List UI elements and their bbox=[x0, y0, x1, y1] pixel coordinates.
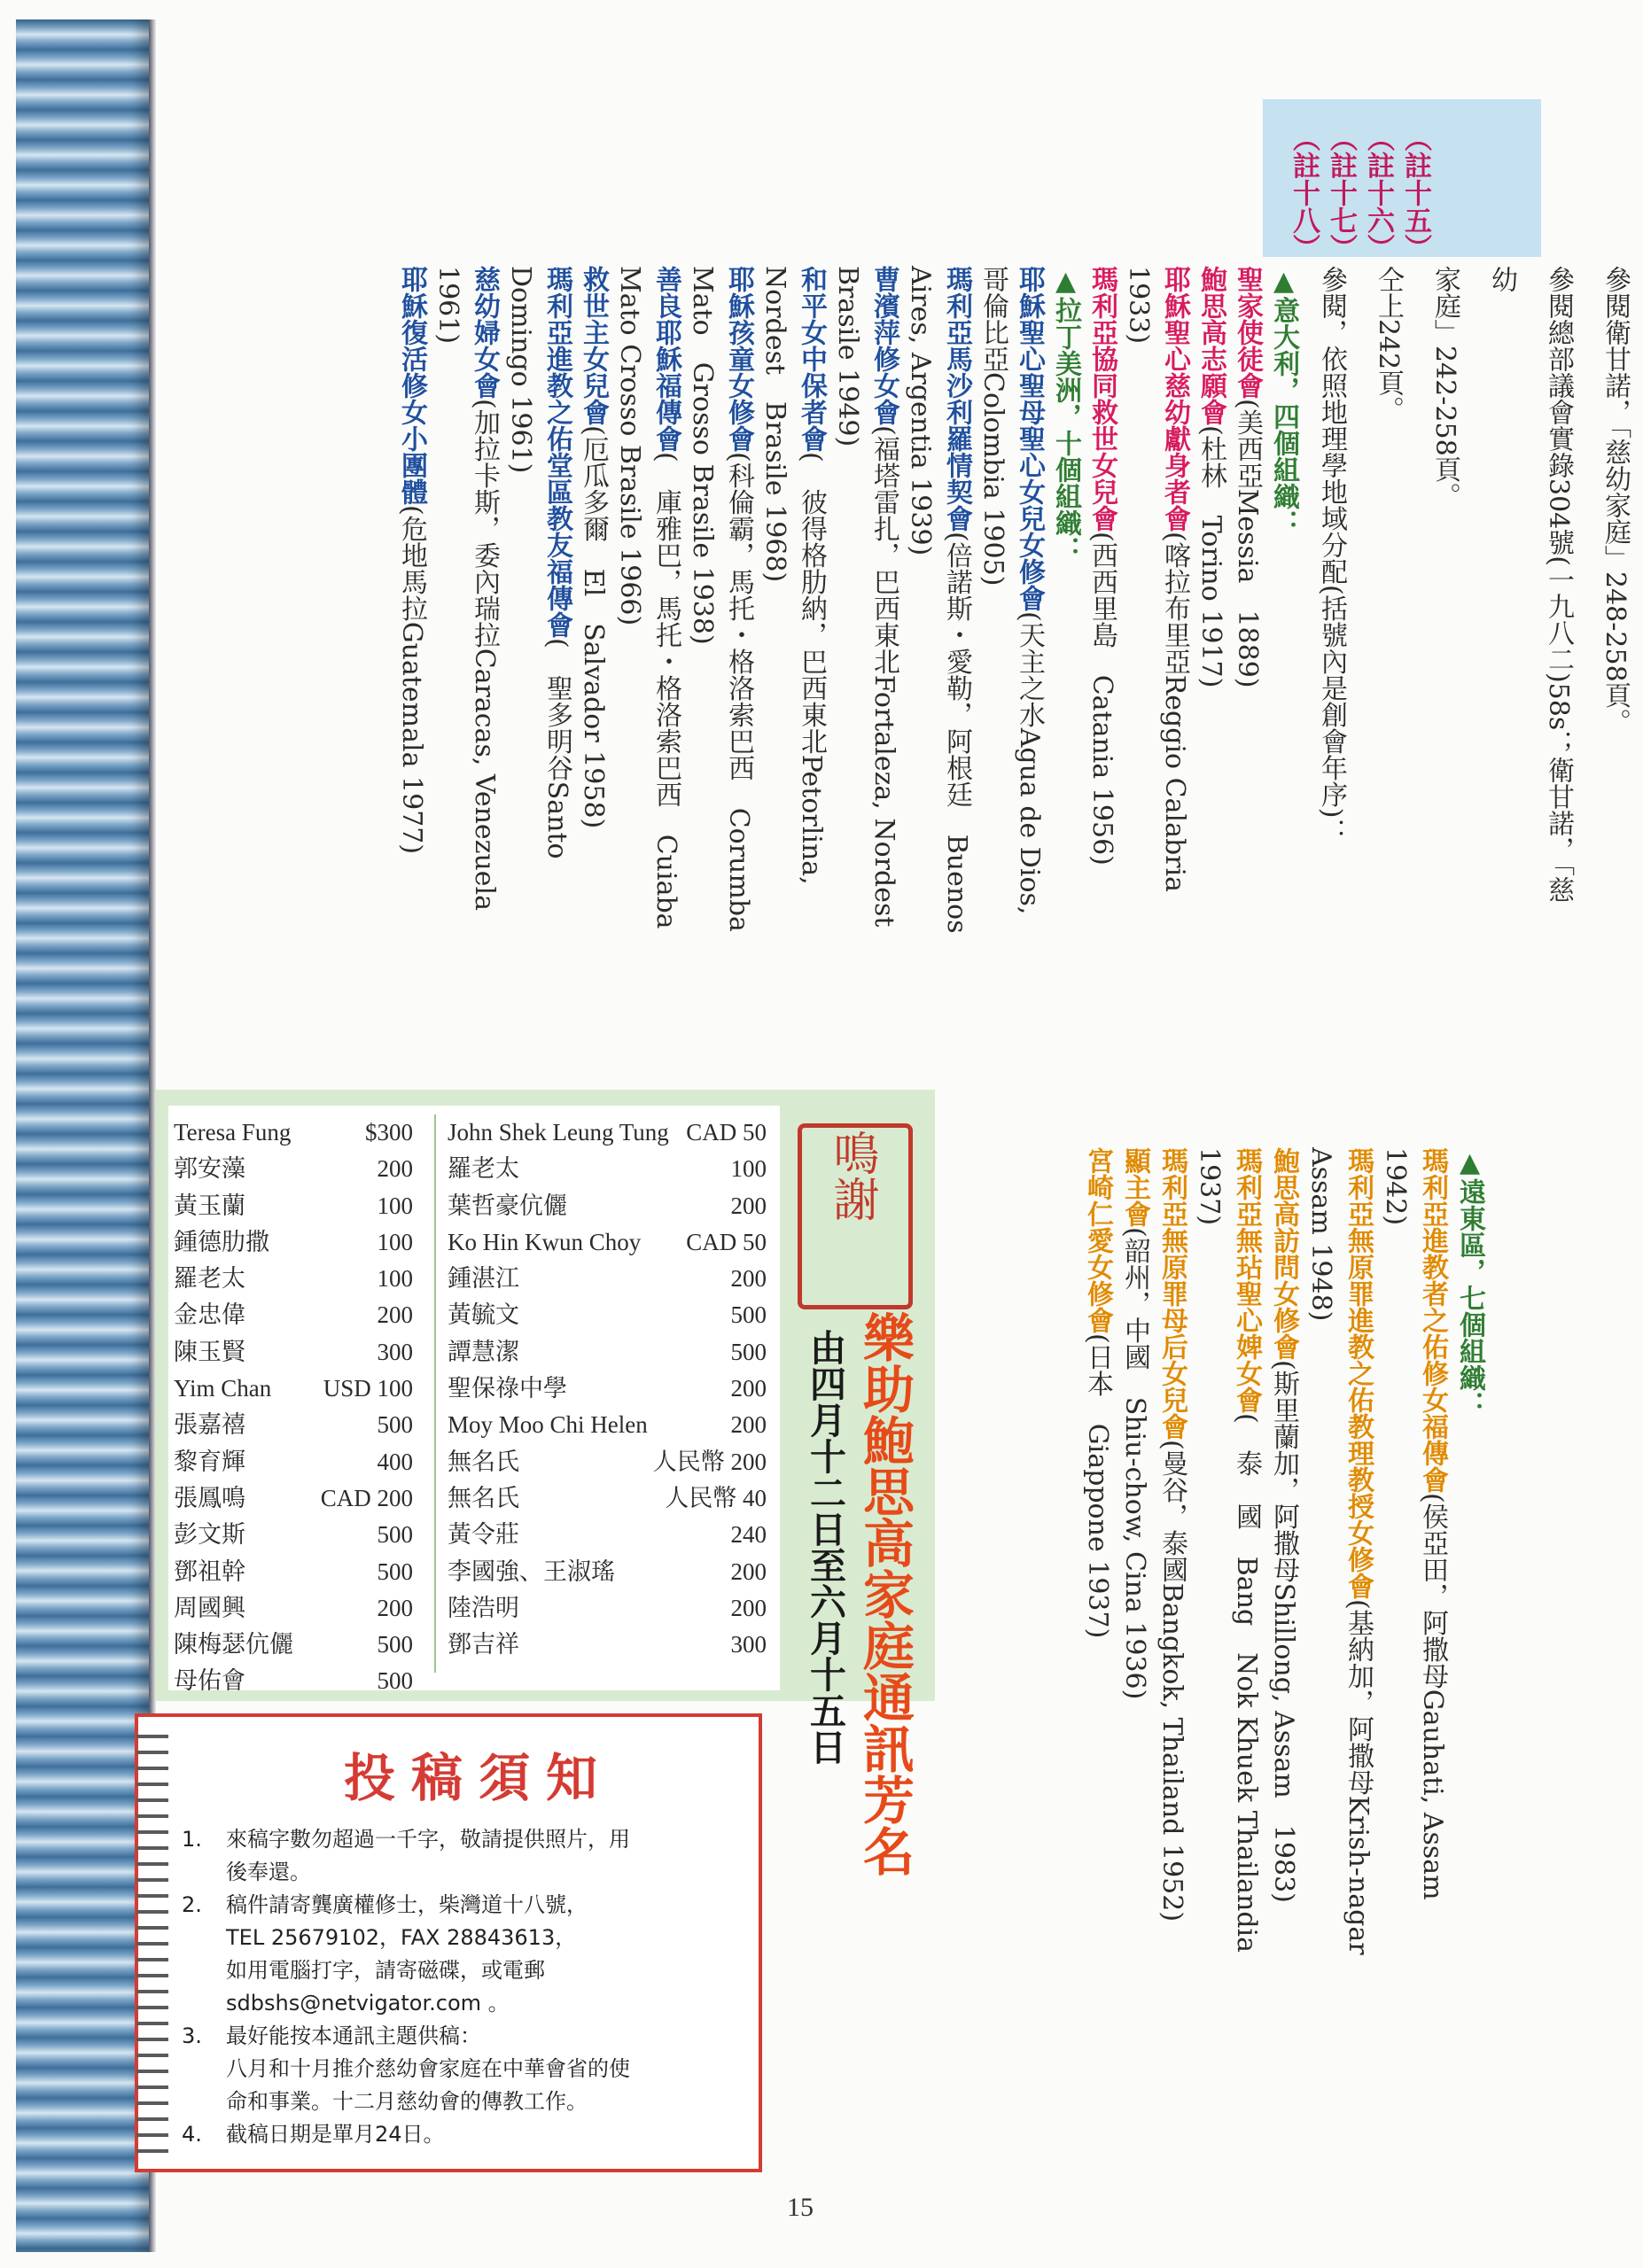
donor-list-right bbox=[448, 1115, 767, 1663]
donor-row bbox=[174, 1261, 413, 1297]
donor-name: Moy Moo Chi Helen bbox=[448, 1411, 648, 1439]
list-item: 顯主會(韶州，中國 Shiu-chow, Cina 1936) bbox=[1119, 1147, 1150, 1700]
donor-title: 樂助鮑思高家庭通訊芳名 bbox=[854, 1311, 915, 1876]
list-item-cont: 1961) bbox=[432, 266, 463, 345]
donor-amount: 100 bbox=[730, 1155, 767, 1183]
donor-amount: 240 bbox=[730, 1521, 767, 1549]
donor-amount: 人民幣 40 bbox=[665, 1484, 767, 1511]
submission-title: 投稿須知 bbox=[343, 1748, 613, 1808]
donor-amount: 300 bbox=[730, 1631, 767, 1658]
notes-labels bbox=[1285, 124, 1434, 261]
list-item-cont: 哥倫比亞Colombia 1905) bbox=[977, 266, 1008, 586]
submission-line: 稿件請寄龔廣權修士，柴灣道十八號， bbox=[226, 1892, 588, 1917]
donor-name: 譚慧潔 bbox=[448, 1338, 519, 1365]
submission-item-text bbox=[226, 2118, 445, 2151]
donor-row bbox=[448, 1151, 767, 1187]
donor-amount: 200 bbox=[730, 1594, 767, 1621]
donor-row bbox=[174, 1627, 413, 1663]
donor-name: 鄧吉祥 bbox=[448, 1631, 519, 1658]
submission-list bbox=[182, 1823, 749, 2151]
submission-item-text bbox=[226, 2020, 630, 2118]
note-line: 參閱總部議會實錄304號(一九八二)58s；衛甘諾，「慈幼 bbox=[1486, 266, 1574, 904]
submission-line: 截稿日期是單月24日。 bbox=[226, 2122, 445, 2147]
donor-name: 鄧祖幹 bbox=[174, 1557, 245, 1585]
list-item: 和平女中保者會( 彼得格肋納，巴西東北Petorlina, bbox=[796, 266, 827, 885]
spiral-binding bbox=[136, 1728, 168, 2153]
donor-row bbox=[174, 1371, 413, 1407]
donor-name: 陳玉賢 bbox=[174, 1338, 245, 1365]
note-line: 家庭」242-258頁。 bbox=[1429, 266, 1460, 509]
donor-amount: 500 bbox=[377, 1631, 413, 1658]
note-line: 仝上242頁。 bbox=[1373, 266, 1404, 423]
donor-name: 黃毓文 bbox=[448, 1301, 519, 1329]
decorative-stripe bbox=[16, 19, 149, 2252]
donor-amount: 500 bbox=[377, 1557, 413, 1585]
donor-row bbox=[174, 1517, 413, 1553]
donor-amount: 300 bbox=[377, 1338, 413, 1365]
donor-amount: 100 bbox=[377, 1192, 413, 1219]
donor-amount: 200 bbox=[730, 1375, 767, 1402]
donor-amount: 200 bbox=[730, 1192, 767, 1219]
note-line: 參閱衛甘諾，「慈幼家庭」248-258頁。 bbox=[1600, 266, 1631, 735]
list-item: 耶穌孩童女修會(科倫霸，馬托・格洛索巴西 Corumba bbox=[723, 266, 754, 932]
donor-row bbox=[174, 1297, 413, 1333]
list-item: 善良耶穌福傳會( 庫雅巴，馬托・格洛索巴西 Cuiaba bbox=[650, 266, 681, 929]
submission-item bbox=[182, 2118, 749, 2151]
donor-amount: 500 bbox=[377, 1411, 413, 1439]
submission-item-number: 1. bbox=[182, 1827, 202, 1852]
list-item: 曹濱萍修女會(福塔雷扎，巴西東北Fortaleza, Nordest bbox=[868, 266, 899, 928]
donor-name: 鍾湛江 bbox=[448, 1265, 519, 1293]
donor-row bbox=[174, 1115, 413, 1151]
section-heading-latin: ▲拉丁美洲，十個組織： bbox=[1050, 266, 1081, 563]
donor-divider bbox=[434, 1115, 436, 1673]
list-item: 耶穌聖心聖母聖心女兒女修會(天主之水Agua de Dios, bbox=[1014, 266, 1045, 915]
donor-name: 母佑會 bbox=[174, 1667, 245, 1695]
list-item-cont: Domingo 1961) bbox=[505, 266, 536, 474]
donor-row bbox=[448, 1554, 767, 1590]
page-number: 15 bbox=[787, 2193, 814, 2222]
submission-item-text bbox=[226, 1823, 630, 1889]
donor-amount: 100 bbox=[377, 1228, 413, 1255]
donor-amount: 500 bbox=[377, 1521, 413, 1549]
list-item: 耶穌復活修女小團體(危地馬拉Guatemala 1977) bbox=[396, 266, 427, 855]
donor-name: 黎育輝 bbox=[174, 1448, 245, 1475]
donor-name: 無名氏 bbox=[448, 1484, 519, 1511]
donor-amount: 500 bbox=[730, 1338, 767, 1365]
note-line: 參閱，依照地理學地域分配(括號內是創會年序)： bbox=[1316, 266, 1347, 845]
note-label: （註十六） bbox=[1362, 124, 1394, 261]
donor-amount: 100 bbox=[377, 1265, 413, 1293]
list-item: 耶穌聖心慈幼獻身者會(喀拉布里亞Reggio Calabria bbox=[1159, 266, 1190, 892]
donor-amount: 人民幣 200 bbox=[652, 1448, 767, 1475]
note-label: （註十八） bbox=[1288, 124, 1320, 261]
donor-name: 陸浩明 bbox=[448, 1594, 519, 1621]
submission-line: 八月和十月推介慈幼會家庭在中華會省的使 bbox=[226, 2056, 630, 2081]
list-item: 瑪利亞進教之佑堂區教友福傳會( 聖多明谷Santo bbox=[541, 266, 572, 859]
submission-line: 來稿字數勿超過一千字，敬請提供照片，用 bbox=[226, 1827, 630, 1852]
list-item-cont: Nordest Brasile 1968) bbox=[759, 266, 790, 583]
list-item: 瑪利亞協同救世女兒會(西西里島 Catania 1956) bbox=[1086, 266, 1117, 866]
donor-row bbox=[448, 1444, 767, 1480]
donor-row bbox=[174, 1224, 413, 1261]
donor-name: 周國興 bbox=[174, 1594, 245, 1621]
list-item: 慈幼婦女會(加拉卡斯，委內瑞拉Caracas, Venezuela bbox=[469, 266, 500, 912]
donor-amount: 200 bbox=[730, 1265, 767, 1293]
section-heading-fareast: ▲遠東區，七個組織： bbox=[1454, 1147, 1485, 1418]
donor-amount: 200 bbox=[730, 1411, 767, 1439]
donor-row bbox=[448, 1224, 767, 1261]
submission-line: TEL 25679102，FAX 28843613， bbox=[226, 1925, 577, 1950]
donor-name: Ko Hin Kwun Choy bbox=[448, 1228, 642, 1255]
list-item: 鮑思高訪問女修會(斯里蘭加，阿撒母Shillong, Assam 1983) bbox=[1268, 1147, 1299, 1903]
donor-name: 黃玉蘭 bbox=[174, 1192, 245, 1219]
donor-name: John Shek Leung Tung bbox=[448, 1119, 669, 1146]
submission-line: 後奉還。 bbox=[226, 1860, 311, 1884]
donor-amount: $300 bbox=[365, 1119, 413, 1146]
list-item-cont: 1937) bbox=[1194, 1147, 1225, 1226]
donor-name: 李國強、王淑瑤 bbox=[448, 1557, 615, 1585]
donor-name: Yim Chan bbox=[174, 1375, 272, 1402]
donor-row bbox=[448, 1480, 767, 1517]
donor-row bbox=[448, 1371, 767, 1407]
donor-amount: CAD 50 bbox=[686, 1119, 767, 1146]
donor-name: 葉哲豪伉儷 bbox=[448, 1192, 567, 1219]
donor-row bbox=[174, 1444, 413, 1480]
submission-line: 如用電腦打字，請寄磁碟，或電郵 bbox=[226, 1958, 545, 1983]
donor-amount: USD 100 bbox=[323, 1375, 413, 1402]
donor-row bbox=[448, 1517, 767, 1553]
seal-text: 鳴謝 bbox=[825, 1130, 878, 1222]
list-item: 鮑思高志願會(杜林 Torino 1917) bbox=[1195, 266, 1226, 688]
donor-row bbox=[174, 1663, 413, 1699]
submission-line: 最好能按本通訊主題供稿： bbox=[226, 2023, 481, 2048]
list-item: 瑪利亞無玷聖心婢女會( 泰 國 Bang Nok Khuek Thailandia bbox=[1231, 1147, 1262, 1953]
donor-amount: 400 bbox=[377, 1448, 413, 1475]
donor-row bbox=[174, 1334, 413, 1371]
donor-name: 陳梅瑟伉儷 bbox=[174, 1631, 293, 1658]
donor-name: 鍾德肋撒 bbox=[174, 1228, 269, 1255]
donor-row bbox=[448, 1627, 767, 1663]
donor-amount: CAD 50 bbox=[686, 1228, 767, 1255]
submission-item bbox=[182, 1823, 749, 1889]
list-item: 瑪利亞無原罪母后女兒會(曼谷，泰國Bangkok, Thailand 1952) bbox=[1156, 1147, 1187, 1922]
donor-row bbox=[174, 1188, 413, 1224]
donor-amount: 200 bbox=[377, 1155, 413, 1183]
note-label: （註十五） bbox=[1399, 124, 1431, 261]
list-item-cont: Assam 1948) bbox=[1305, 1147, 1336, 1322]
donor-name: 張鳳鳴 bbox=[174, 1484, 245, 1511]
donor-row bbox=[174, 1480, 413, 1517]
donor-row bbox=[174, 1554, 413, 1590]
submission-item bbox=[182, 2020, 749, 2118]
list-item-cont: Mato Grosso Brasile 1938) bbox=[687, 266, 718, 645]
note-label: （註十七） bbox=[1325, 124, 1357, 261]
donor-amount: 200 bbox=[377, 1301, 413, 1329]
donor-name: Teresa Fung bbox=[174, 1119, 292, 1146]
donor-row bbox=[174, 1151, 413, 1187]
main-list-column bbox=[393, 266, 1302, 1116]
donor-name: 羅老太 bbox=[448, 1155, 519, 1183]
donor-amount: 500 bbox=[377, 1667, 413, 1695]
list-item: 救世主女兒會(厄瓜多爾 El Salvador 1958) bbox=[578, 266, 609, 829]
list-item-cont: Brasile 1949) bbox=[832, 266, 863, 447]
list-item: 宮崎仁愛女修會(日本 Giappone 1937) bbox=[1082, 1147, 1113, 1639]
fareast-list-column bbox=[1078, 1147, 1488, 2175]
donor-name: 張嘉禧 bbox=[174, 1411, 245, 1439]
donor-row bbox=[448, 1261, 767, 1297]
submission-line: 命和事業。十二月慈幼會的傳教工作。 bbox=[226, 2089, 588, 2114]
donor-list-left bbox=[174, 1115, 413, 1700]
list-item-cont: 1933) bbox=[1123, 266, 1154, 345]
donor-dates: 由四月十二日至六月十五日 bbox=[804, 1329, 846, 1765]
submission-line: sdbshs@netvigator.com 。 bbox=[226, 1991, 510, 2016]
donor-row bbox=[174, 1407, 413, 1443]
submission-item-number: 3. bbox=[182, 2023, 202, 2048]
list-item: 聖家使徒會(美西亞Messia 1889) bbox=[1232, 266, 1263, 688]
list-item: 瑪利亞進教者之佑修女福傳會(侯亞田，阿撒母Gauhati, Assam bbox=[1417, 1147, 1448, 1900]
notes-text bbox=[1303, 266, 1643, 904]
donor-amount: 200 bbox=[377, 1594, 413, 1621]
donor-row bbox=[448, 1297, 767, 1333]
donor-name: 無名氏 bbox=[448, 1448, 519, 1475]
submission-item-text bbox=[226, 1889, 588, 2020]
donor-row bbox=[448, 1407, 767, 1443]
donor-amount: CAD 200 bbox=[320, 1484, 413, 1511]
list-item: 瑪利亞無原罪進教之佑教理教授女修會(基納加，阿撒母Krish-nagar bbox=[1343, 1147, 1374, 1955]
submission-item bbox=[182, 1889, 749, 2020]
donor-amount: 500 bbox=[730, 1301, 767, 1329]
donor-row bbox=[448, 1188, 767, 1224]
donor-row bbox=[174, 1590, 413, 1627]
list-item-cont: Mato Crosso Brasile 1966) bbox=[614, 266, 645, 626]
donor-name: 羅老太 bbox=[174, 1265, 245, 1293]
list-item-cont: Aires, Argentia 1939) bbox=[905, 266, 936, 556]
submission-item-number: 2. bbox=[182, 1892, 202, 1917]
section-heading-italy: ▲意大利，四個組織： bbox=[1268, 266, 1299, 536]
donor-row bbox=[448, 1590, 767, 1627]
donor-amount: 200 bbox=[730, 1557, 767, 1585]
list-item: 瑪利亞馬沙利羅情契會(倍諾斯・愛勒，阿根廷 Buenos bbox=[941, 266, 972, 934]
donor-name: 金忠偉 bbox=[174, 1301, 245, 1329]
donor-name: 黃令莊 bbox=[448, 1521, 519, 1549]
donor-name: 聖保祿中學 bbox=[448, 1375, 567, 1402]
donor-name: 彭文斯 bbox=[174, 1521, 245, 1549]
list-item-cont: 1942) bbox=[1380, 1147, 1411, 1226]
submission-item-number: 4. bbox=[182, 2122, 202, 2147]
donor-row bbox=[448, 1115, 767, 1151]
donor-name: 郭安藻 bbox=[174, 1155, 245, 1183]
donor-row bbox=[448, 1334, 767, 1371]
